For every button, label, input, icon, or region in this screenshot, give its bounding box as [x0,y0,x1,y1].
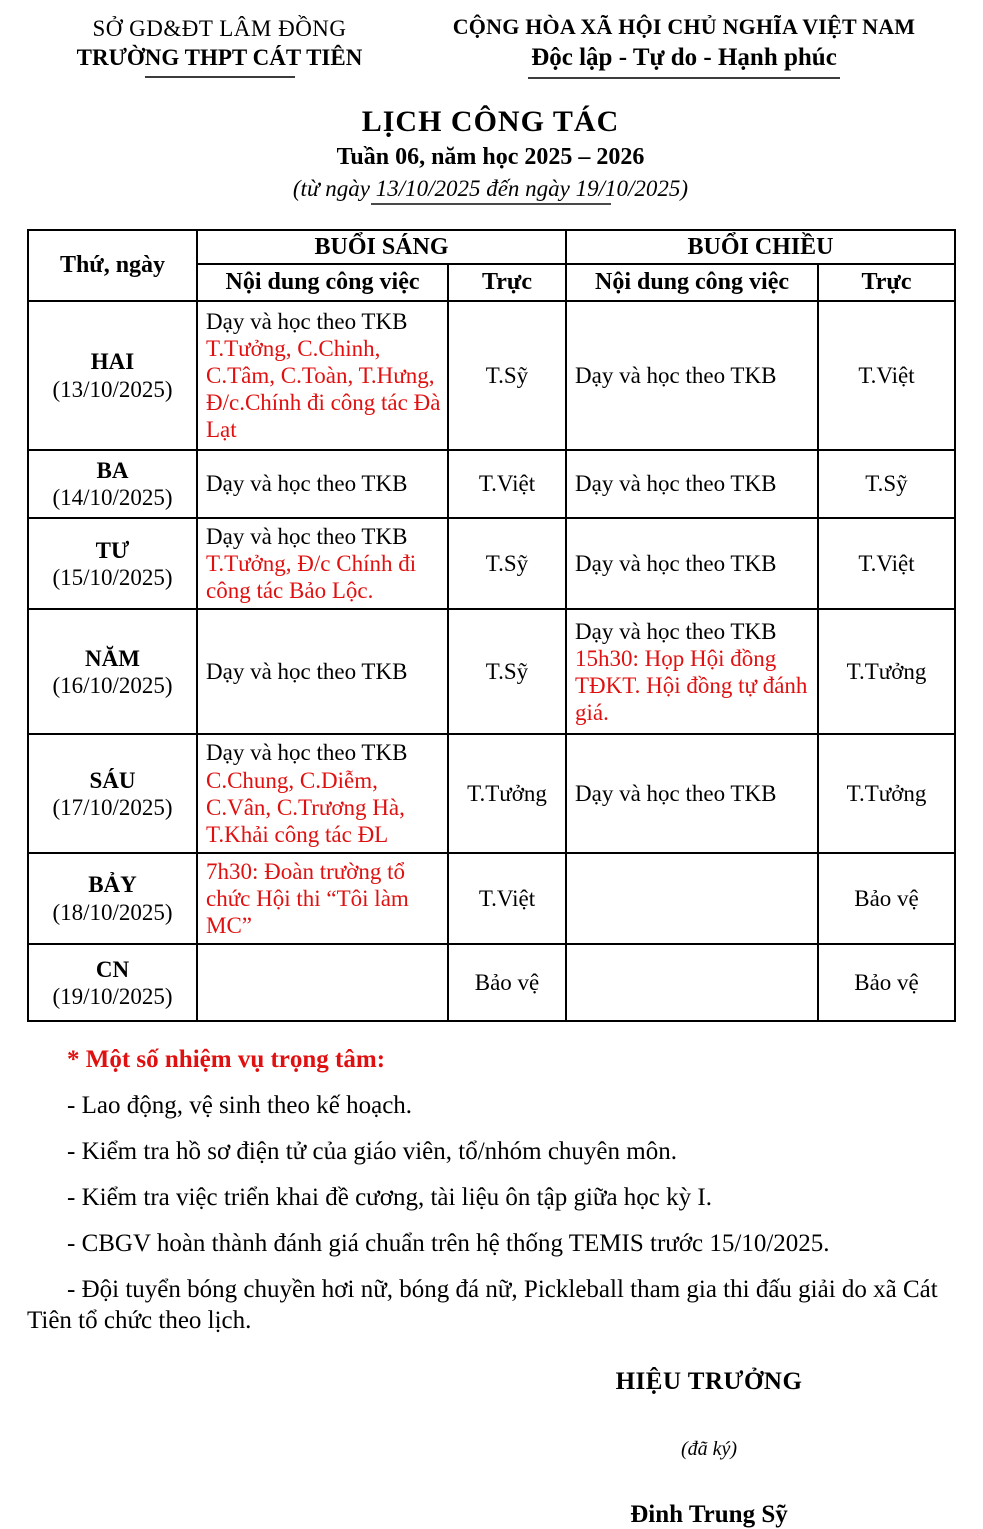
morning-duty-cell: T.Sỹ [448,518,566,609]
morning-content-highlight: T.Tưởng, Đ/c Chính đi công tác Bảo Lộc. [206,551,417,604]
task-item: - Đội tuyển bóng chuyền hơi nữ, bóng đá nữ, Pickleball tham gia thi đấu giải do xã Cát Tiên tổ chức theo lịch. [27,1276,938,1335]
table-row [28,301,955,450]
morning-content-cell [197,450,448,518]
document-header [27,14,954,79]
day-cell [28,518,197,609]
day-name: TƯ [95,537,130,563]
morning-content-highlight: T.Tưởng, C.Chinh, C.Tâm, C.Toàn, T.Hưng, Đ/c.Chính đi công tác Đà Lạt [206,335,441,443]
col-header-afternoon-content: Nội dung công việc [566,264,818,301]
day-name: CN [95,956,130,982]
afternoon-duty-cell: T.Tưởng [818,609,955,734]
day-cell [28,450,197,518]
signer-name: Đinh Trung Sỹ [630,1501,788,1529]
org-department: SỞ GD&ĐT LÂM ĐỒNG [92,16,347,41]
afternoon-content-cell [566,301,818,450]
motto-underline [528,77,840,79]
table-row [28,518,955,609]
morning-content-cell [197,944,448,1021]
title-block [27,105,954,205]
afternoon-content-cell [566,853,818,944]
task-item: - Kiểm tra hồ sơ điện tử của giáo viên, tổ/nhóm chuyên môn. [67,1138,677,1166]
task-item: - Kiểm tra việc triển khai đề cương, tài liệu ôn tập giữa học kỳ I. [67,1184,712,1212]
morning-content-cell [197,853,448,944]
morning-duty-cell: T.Tưởng [448,734,566,853]
afternoon-duty-cell: Bảo vệ [818,944,955,1021]
afternoon-content-text: Dạy và học theo TKB [575,781,777,807]
morning-content-cell [197,301,448,450]
col-header-morning-content: Nội dung công việc [197,264,448,301]
col-header-afternoon: BUỔI CHIỀU [566,230,955,264]
afternoon-duty-cell: Bảo vệ [818,853,955,944]
day-cell [28,609,197,734]
afternoon-content-text: Dạy và học theo TKB [575,551,777,577]
morning-duty-cell: T.Sỹ [448,301,566,450]
morning-content-text: Dạy và học theo TKB [206,471,408,497]
day-name: SÁU [89,767,136,793]
signed-note: (đã ký) [680,1438,738,1461]
day-date: (14/10/2025) [52,485,173,510]
afternoon-content-cell [566,450,818,518]
afternoon-duty-cell: T.Sỹ [818,450,955,518]
national-block [414,14,954,79]
day-date: (19/10/2025) [52,983,173,1009]
afternoon-content-cell [566,609,818,734]
signature-block [519,1368,899,1529]
afternoon-content-text: Dạy và học theo TKB [575,362,777,388]
col-header-day: Thứ, ngày [28,230,197,301]
task-item: - CBGV hoàn thành đánh giá chuẩn trên hệ thống TEMIS trước 15/10/2025. [67,1230,830,1258]
national-motto: Độc lập - Tự do - Hạnh phúc [531,44,837,71]
national-title: CỘNG HÒA XÃ HỘI CHỦ NGHĨA VIỆT NAM [452,14,916,39]
key-tasks-heading: * Một số nhiệm vụ trọng tâm: [67,1046,386,1074]
afternoon-duty-cell: T.Việt [818,301,955,450]
signature-title: HIỆU TRƯỞNG [615,1368,803,1396]
task-item: - Lao động, vệ sinh theo kế hoạch. [67,1092,413,1120]
day-date: (18/10/2025) [52,899,173,925]
org-block [27,14,412,78]
morning-duty-cell: T.Việt [448,450,566,518]
date-range: (từ ngày 13/10/2025 đến ngày 19/10/2025) [292,176,689,201]
morning-content-text: Dạy và học theo TKB [206,659,408,685]
afternoon-content-cell [566,944,818,1021]
day-date: (17/10/2025) [52,794,173,820]
day-cell [28,734,197,853]
morning-duty-cell: T.Sỹ [448,609,566,734]
week-subtitle: Tuần 06, năm học 2025 – 2026 [336,144,645,170]
morning-duty-cell: Bảo vệ [448,944,566,1021]
morning-content-text: Dạy và học theo TKB [206,308,408,334]
page-title: LỊCH CÔNG TÁC [361,105,620,138]
table-row [28,853,955,944]
morning-content-highlight: 7h30: Đoàn trường tổ chức Hội thi “Tôi làm MC” [206,858,409,939]
day-name: BẢY [88,872,137,898]
table-row [28,609,955,734]
morning-content-text: Dạy và học theo TKB [206,740,408,766]
schedule-table [27,229,956,1022]
afternoon-duty-cell: T.Việt [818,518,955,609]
afternoon-content-highlight: 15h30: Họp Hội đồng TĐKT. Hội đồng tự đánh giá. [575,645,808,725]
date-underline [371,203,611,205]
morning-content-cell [197,609,448,734]
morning-content-text: Dạy và học theo TKB [206,524,408,549]
org-underline [145,76,295,78]
table-row [28,734,955,853]
afternoon-content-text: Dạy và học theo TKB [575,471,777,497]
day-cell [28,944,197,1021]
afternoon-content-text: Dạy và học theo TKB [575,618,777,644]
day-name: BA [96,457,129,483]
table-header-row-1 [28,230,955,264]
afternoon-duty-cell: T.Tưởng [818,734,955,853]
col-header-morning-duty: Trực [448,264,566,301]
afternoon-content-cell [566,518,818,609]
day-name: NĂM [85,645,140,671]
day-date: (15/10/2025) [52,564,173,590]
col-header-afternoon-duty: Trực [818,264,955,301]
day-cell [28,301,197,450]
day-date: (13/10/2025) [52,376,173,402]
morning-content-cell [197,518,448,609]
morning-duty-cell: T.Việt [448,853,566,944]
afternoon-content-cell [566,734,818,853]
table-row [28,450,955,518]
key-tasks-section [27,1044,954,1336]
org-school-name: TRƯỜNG THPT CÁT TIÊN [76,45,363,70]
morning-content-cell [197,734,448,853]
day-cell [28,853,197,944]
day-date: (16/10/2025) [52,672,173,698]
day-name: HAI [90,349,135,375]
col-header-morning: BUỔI SÁNG [197,230,566,264]
table-row [28,944,955,1021]
morning-content-highlight: C.Chung, C.Diễm, C.Vân, C.Trương Hà, T.Khải công tác ĐL [206,767,405,847]
